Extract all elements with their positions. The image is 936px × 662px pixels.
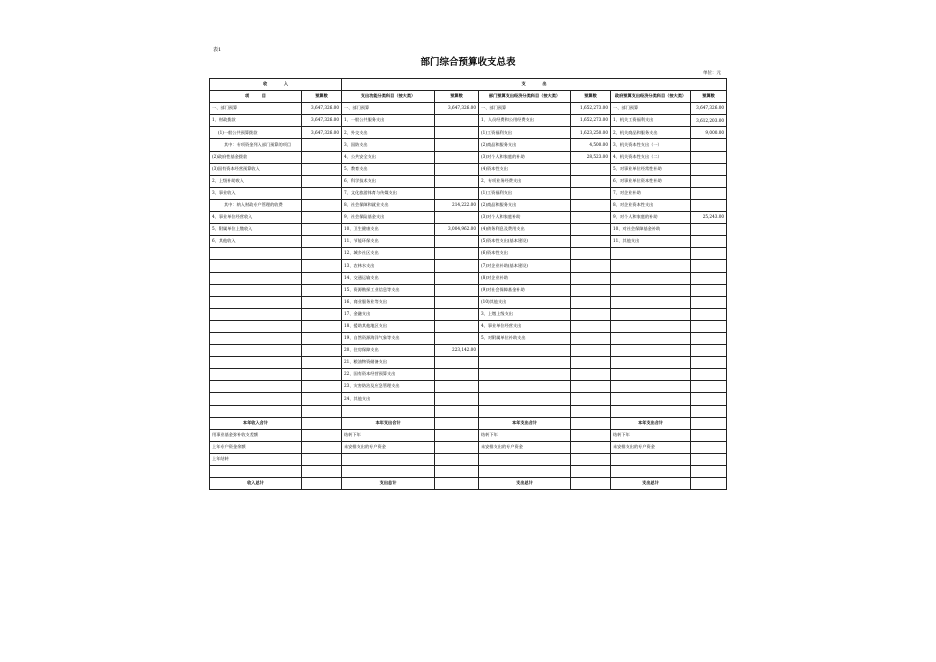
item-cell bbox=[210, 369, 302, 381]
budget-cell: 28,523.00 bbox=[571, 151, 611, 163]
budget-cell bbox=[435, 296, 479, 308]
table-row bbox=[210, 272, 727, 284]
item-cell bbox=[210, 345, 302, 357]
budget-cell bbox=[435, 357, 479, 369]
item-cell bbox=[210, 405, 302, 417]
item-cell: 5、教育支出 bbox=[342, 163, 435, 175]
budget-cell bbox=[435, 248, 479, 260]
budget-cell bbox=[571, 224, 611, 236]
item-cell: (3)国有资本经营预算收入 bbox=[210, 163, 302, 175]
budget-cell: 3,647,326.00 bbox=[302, 103, 342, 115]
table-row bbox=[210, 248, 727, 260]
item-cell: 1、机关工资福利支出 bbox=[611, 115, 691, 127]
budget-cell bbox=[435, 393, 479, 405]
budget-cell bbox=[435, 127, 479, 139]
budget-cell bbox=[571, 236, 611, 248]
budget-cell bbox=[571, 212, 611, 224]
item-cell: 6、其他收入 bbox=[210, 236, 302, 248]
item-cell: 3、机关资本性支出（一） bbox=[611, 139, 691, 151]
budget-cell bbox=[691, 308, 727, 320]
item-cell bbox=[210, 248, 302, 260]
unsettled-label: 未安排支出的专户资金 bbox=[479, 441, 571, 453]
budget-cell: 3,647,326.00 bbox=[691, 103, 727, 115]
unsettled-label: 未安排支出的专户资金 bbox=[342, 441, 435, 453]
expense-header: 支 出 bbox=[342, 79, 727, 91]
table-row bbox=[210, 127, 727, 139]
item-cell: (4)债务利息及费用支出 bbox=[479, 224, 571, 236]
budget-cell bbox=[435, 369, 479, 381]
budget-cell bbox=[571, 381, 611, 393]
budget-cell bbox=[435, 332, 479, 344]
budget-cell: 3,647,326.00 bbox=[302, 115, 342, 127]
budget-cell bbox=[571, 199, 611, 211]
item-cell: (9)对社会保障基金补助 bbox=[479, 284, 571, 296]
table-row bbox=[210, 103, 727, 115]
table-row bbox=[210, 224, 727, 236]
budget-cell bbox=[691, 357, 727, 369]
budget-cell bbox=[691, 369, 727, 381]
budget-cell bbox=[571, 175, 611, 187]
item-cell bbox=[210, 308, 302, 320]
table-number: 表1 bbox=[213, 47, 222, 53]
item-cell bbox=[342, 405, 435, 417]
item-cell bbox=[210, 296, 302, 308]
carry-row bbox=[210, 429, 727, 441]
budget-cell bbox=[571, 332, 611, 344]
budget-cell bbox=[571, 163, 611, 175]
col-budget: 预算数 bbox=[571, 91, 611, 103]
budget-cell bbox=[302, 236, 342, 248]
col-budget: 预算数 bbox=[302, 91, 342, 103]
unsettled-label: 未安排支出的专户资金 bbox=[611, 441, 691, 453]
table-row bbox=[210, 115, 727, 127]
table-row bbox=[210, 139, 727, 151]
budget-cell bbox=[302, 187, 342, 199]
item-cell bbox=[479, 381, 571, 393]
budget-cell bbox=[571, 345, 611, 357]
budget-cell bbox=[691, 296, 727, 308]
item-cell: 5、对事业单位经常性补助 bbox=[611, 163, 691, 175]
budget-cell bbox=[571, 405, 611, 417]
carry-label: 结转下年 bbox=[479, 429, 571, 441]
table-row bbox=[210, 163, 727, 175]
item-cell: 一、部门预算 bbox=[342, 103, 435, 115]
budget-cell: 9,000.00 bbox=[691, 127, 727, 139]
budget-cell: 25,243.00 bbox=[691, 212, 727, 224]
item-cell bbox=[611, 369, 691, 381]
budget-cell: 3,647,326.00 bbox=[302, 127, 342, 139]
budget-cell bbox=[302, 199, 342, 211]
budget-cell bbox=[571, 357, 611, 369]
budget-cell bbox=[435, 175, 479, 187]
item-cell: 2、机关商品和服务支出 bbox=[611, 127, 691, 139]
item-cell: 11、节能环保支出 bbox=[342, 236, 435, 248]
budget-cell bbox=[435, 381, 479, 393]
budget-cell bbox=[302, 175, 342, 187]
expense-year-total: 本年支出合计 bbox=[342, 417, 435, 429]
item-cell: 5、附属单位上缴收入 bbox=[210, 224, 302, 236]
item-cell: 9、对个人和家庭的补助 bbox=[611, 212, 691, 224]
item-cell: 3、上缴上级支出 bbox=[479, 308, 571, 320]
budget-cell bbox=[435, 405, 479, 417]
item-cell: 一、部门预算 bbox=[210, 103, 302, 115]
item-cell: 18、援助其他地区支出 bbox=[342, 320, 435, 332]
col-budget: 预算数 bbox=[435, 91, 479, 103]
table-row bbox=[210, 187, 727, 199]
budget-cell bbox=[571, 296, 611, 308]
item-cell bbox=[479, 405, 571, 417]
budget-cell: 4,500.00 bbox=[571, 139, 611, 151]
expense-total: 支出总计 bbox=[611, 478, 691, 490]
table-row bbox=[210, 212, 727, 224]
item-cell: 1、一般公共服务支出 bbox=[342, 115, 435, 127]
grand-total-row bbox=[210, 478, 727, 490]
budget-table bbox=[209, 78, 727, 490]
budget-cell bbox=[435, 260, 479, 272]
budget-cell bbox=[435, 151, 479, 163]
budget-cell bbox=[691, 345, 727, 357]
budget-cell bbox=[571, 284, 611, 296]
item-cell bbox=[611, 393, 691, 405]
item-cell bbox=[611, 260, 691, 272]
item-cell: 10、卫生健康支出 bbox=[342, 224, 435, 236]
table-row bbox=[210, 381, 727, 393]
expense-total: 支出总计 bbox=[342, 478, 435, 490]
carry-label: 结转下年 bbox=[342, 429, 435, 441]
item-cell: 3、事业收入 bbox=[210, 187, 302, 199]
budget-cell: 223,142.00 bbox=[435, 345, 479, 357]
item-cell: 10、对社会保障基金补助 bbox=[611, 224, 691, 236]
item-cell: (5)资本性支出(基本建设) bbox=[479, 236, 571, 248]
item-cell: 7、对企业补助 bbox=[611, 187, 691, 199]
item-cell: 1、人员经费和公用经费支出 bbox=[479, 115, 571, 127]
budget-cell bbox=[302, 381, 342, 393]
budget-cell bbox=[435, 163, 479, 175]
item-cell: 其中：专项资金列入部门预算的项目 bbox=[210, 139, 302, 151]
item-cell: (10)其他支出 bbox=[479, 296, 571, 308]
item-cell: 2、上级补助收入 bbox=[210, 175, 302, 187]
item-cell: 4、事业单位经营收入 bbox=[210, 212, 302, 224]
item-cell: 12、城乡社区支出 bbox=[342, 248, 435, 260]
item-cell: 23、灾害防治及应急管理支出 bbox=[342, 381, 435, 393]
expense-total: 支出总计 bbox=[479, 478, 571, 490]
budget-cell bbox=[302, 357, 342, 369]
item-cell: 24、其他支出 bbox=[342, 393, 435, 405]
budget-cell bbox=[571, 308, 611, 320]
budget-cell bbox=[691, 199, 727, 211]
item-cell: 19、自然资源海洋气象等支出 bbox=[342, 332, 435, 344]
item-cell: 其中：纳入财政专户管理的收费 bbox=[210, 199, 302, 211]
item-cell: 6、对事业单位资本性补助 bbox=[611, 175, 691, 187]
income-total: 收入总计 bbox=[210, 478, 302, 490]
budget-cell bbox=[691, 139, 727, 151]
budget-cell bbox=[691, 260, 727, 272]
item-cell: (1)工资福利支出 bbox=[479, 187, 571, 199]
income-header: 收 入 bbox=[210, 79, 342, 91]
item-cell: (7)对企业补助(基本建设) bbox=[479, 260, 571, 272]
budget-cell: 3,647,326.00 bbox=[435, 103, 479, 115]
item-cell: 14、交通运输支出 bbox=[342, 272, 435, 284]
budget-cell: 3,612,203.00 bbox=[691, 115, 727, 127]
item-cell: 2、专项业务经费支出 bbox=[479, 175, 571, 187]
item-cell bbox=[611, 296, 691, 308]
item-cell: (2)政府性基金拨款 bbox=[210, 151, 302, 163]
special-balance-label: 上年专户资金余额 bbox=[210, 441, 302, 453]
item-cell bbox=[611, 345, 691, 357]
column-header-row bbox=[210, 91, 727, 103]
special-fund-row bbox=[210, 441, 727, 453]
budget-cell bbox=[691, 236, 727, 248]
budget-cell bbox=[691, 272, 727, 284]
item-cell: 9、社会保险基金支出 bbox=[342, 212, 435, 224]
table-row bbox=[210, 175, 727, 187]
item-cell bbox=[479, 393, 571, 405]
expense-year-total: 本年支出合计 bbox=[479, 417, 571, 429]
budget-cell bbox=[691, 405, 727, 417]
item-cell bbox=[210, 357, 302, 369]
item-cell: 20、住房保障支出 bbox=[342, 345, 435, 357]
income-year-total: 本年收入合计 bbox=[210, 417, 302, 429]
budget-cell: 1,652,273.00 bbox=[571, 115, 611, 127]
budget-cell bbox=[302, 345, 342, 357]
prior-carry-label: 上年结转 bbox=[210, 453, 302, 465]
item-cell: 13、农林水支出 bbox=[342, 260, 435, 272]
item-cell bbox=[611, 332, 691, 344]
budget-cell: 214,222.00 bbox=[435, 199, 479, 211]
item-cell: (1)一般公共预算拨款 bbox=[210, 127, 302, 139]
expense-year-total: 本年支出合计 bbox=[611, 417, 691, 429]
item-cell: 17、金融支出 bbox=[342, 308, 435, 320]
page-title: 部门综合预算收支总表 bbox=[420, 57, 516, 68]
budget-cell bbox=[435, 139, 479, 151]
budget-cell bbox=[435, 320, 479, 332]
item-cell bbox=[611, 381, 691, 393]
table-row bbox=[210, 345, 727, 357]
budget-cell bbox=[302, 212, 342, 224]
item-cell bbox=[210, 320, 302, 332]
item-cell: 一、部门预算 bbox=[611, 103, 691, 115]
budget-cell: 3,004,962.00 bbox=[435, 224, 479, 236]
col-dept-econ: 部门预算支出经济分类科目（按大类） bbox=[479, 91, 571, 103]
budget-cell bbox=[302, 393, 342, 405]
item-cell bbox=[611, 308, 691, 320]
item-cell: (4)资本性支出 bbox=[479, 163, 571, 175]
budget-cell bbox=[302, 260, 342, 272]
budget-cell bbox=[435, 308, 479, 320]
budget-cell bbox=[691, 248, 727, 260]
budget-cell bbox=[302, 405, 342, 417]
budget-cell bbox=[571, 393, 611, 405]
table-row bbox=[210, 284, 727, 296]
budget-cell bbox=[691, 151, 727, 163]
budget-cell bbox=[302, 248, 342, 260]
item-cell: 21、粮油物资储备支出 bbox=[342, 357, 435, 369]
item-cell: 5、对附属单位补助支出 bbox=[479, 332, 571, 344]
budget-cell bbox=[571, 187, 611, 199]
col-gov-econ: 政府预算支出经济分类科目（按大类） bbox=[611, 91, 691, 103]
item-cell: 7、文化旅游体育与传媒支出 bbox=[342, 187, 435, 199]
table-row bbox=[210, 236, 727, 248]
item-cell: 11、其他支出 bbox=[611, 236, 691, 248]
item-cell: 4、公共安全支出 bbox=[342, 151, 435, 163]
budget-cell bbox=[571, 260, 611, 272]
item-cell bbox=[611, 320, 691, 332]
item-cell bbox=[210, 393, 302, 405]
budget-cell bbox=[691, 320, 727, 332]
blank-row bbox=[210, 466, 727, 478]
item-cell bbox=[210, 272, 302, 284]
item-cell: 2、外交支出 bbox=[342, 127, 435, 139]
item-cell bbox=[210, 284, 302, 296]
budget-cell bbox=[302, 369, 342, 381]
budget-cell bbox=[691, 224, 727, 236]
item-cell bbox=[210, 332, 302, 344]
item-cell: (2)商品和服务支出 bbox=[479, 139, 571, 151]
table-row bbox=[210, 296, 727, 308]
item-cell: (3)对个人和家庭补助 bbox=[479, 212, 571, 224]
budget-cell bbox=[571, 320, 611, 332]
item-cell: (3)对个人和家庭的补助 bbox=[479, 151, 571, 163]
item-cell bbox=[210, 260, 302, 272]
budget-cell bbox=[302, 163, 342, 175]
table-row bbox=[210, 393, 727, 405]
table-row bbox=[210, 320, 727, 332]
item-cell: 3、国防支出 bbox=[342, 139, 435, 151]
item-cell bbox=[479, 345, 571, 357]
item-cell bbox=[479, 369, 571, 381]
budget-cell bbox=[302, 284, 342, 296]
table-row bbox=[210, 357, 727, 369]
item-cell: (8)对企业补助 bbox=[479, 272, 571, 284]
budget-cell bbox=[302, 320, 342, 332]
item-cell: 6、科学技术支出 bbox=[342, 175, 435, 187]
budget-cell bbox=[435, 272, 479, 284]
fund-balance-label: 用事业基金弥补收支差额 bbox=[210, 429, 302, 441]
item-cell: 15、资源勘探工业信息等支出 bbox=[342, 284, 435, 296]
budget-cell bbox=[691, 187, 727, 199]
budget-cell bbox=[691, 332, 727, 344]
budget-cell bbox=[435, 187, 479, 199]
item-cell: 8、对企业资本性支出 bbox=[611, 199, 691, 211]
item-cell bbox=[210, 381, 302, 393]
item-cell bbox=[611, 405, 691, 417]
budget-cell bbox=[571, 248, 611, 260]
budget-cell bbox=[435, 212, 479, 224]
item-cell: (2)商品和服务支出 bbox=[479, 199, 571, 211]
budget-cell bbox=[691, 381, 727, 393]
col-budget: 预算数 bbox=[691, 91, 727, 103]
budget-cell: 1,652,273.00 bbox=[571, 103, 611, 115]
budget-cell bbox=[302, 151, 342, 163]
budget-cell bbox=[571, 272, 611, 284]
budget-cell bbox=[302, 224, 342, 236]
prior-carry-row bbox=[210, 453, 727, 465]
item-cell: 4、事业单位经营支出 bbox=[479, 320, 571, 332]
budget-cell bbox=[302, 296, 342, 308]
item-cell bbox=[611, 284, 691, 296]
item-cell: (6)资本性支出 bbox=[479, 248, 571, 260]
item-cell: 16、商业服务业等支出 bbox=[342, 296, 435, 308]
budget-cell bbox=[302, 308, 342, 320]
item-cell: 一、部门预算 bbox=[479, 103, 571, 115]
item-cell: (1)工资福利支出 bbox=[479, 127, 571, 139]
year-total-row bbox=[210, 417, 727, 429]
budget-cell bbox=[691, 163, 727, 175]
item-cell bbox=[611, 357, 691, 369]
col-func-class: 支出功能分类科目（按大类） bbox=[342, 91, 435, 103]
budget-cell bbox=[302, 272, 342, 284]
budget-cell bbox=[691, 284, 727, 296]
unit-label: 单位：元 bbox=[703, 71, 721, 76]
table-row bbox=[210, 151, 727, 163]
item-cell bbox=[611, 272, 691, 284]
section-header-row bbox=[210, 79, 727, 91]
table-row bbox=[210, 332, 727, 344]
table-row bbox=[210, 199, 727, 211]
budget-cell bbox=[302, 332, 342, 344]
item-cell: 8、社会保障和就业支出 bbox=[342, 199, 435, 211]
budget-cell bbox=[691, 175, 727, 187]
budget-cell: 1,623,250.00 bbox=[571, 127, 611, 139]
item-cell: 1、财政拨款 bbox=[210, 115, 302, 127]
budget-cell bbox=[435, 115, 479, 127]
table-row bbox=[210, 405, 727, 417]
col-item: 项 目 bbox=[210, 91, 302, 103]
table-row bbox=[210, 308, 727, 320]
budget-cell bbox=[691, 393, 727, 405]
budget-cell bbox=[571, 369, 611, 381]
carry-label: 结转下年 bbox=[611, 429, 691, 441]
table-row bbox=[210, 369, 727, 381]
item-cell: 22、国有资本经营预算支出 bbox=[342, 369, 435, 381]
item-cell: 4、机关资本性支出（二） bbox=[611, 151, 691, 163]
budget-cell bbox=[435, 284, 479, 296]
budget-cell bbox=[435, 236, 479, 248]
budget-cell bbox=[302, 139, 342, 151]
item-cell bbox=[479, 357, 571, 369]
table-row bbox=[210, 260, 727, 272]
item-cell bbox=[611, 248, 691, 260]
